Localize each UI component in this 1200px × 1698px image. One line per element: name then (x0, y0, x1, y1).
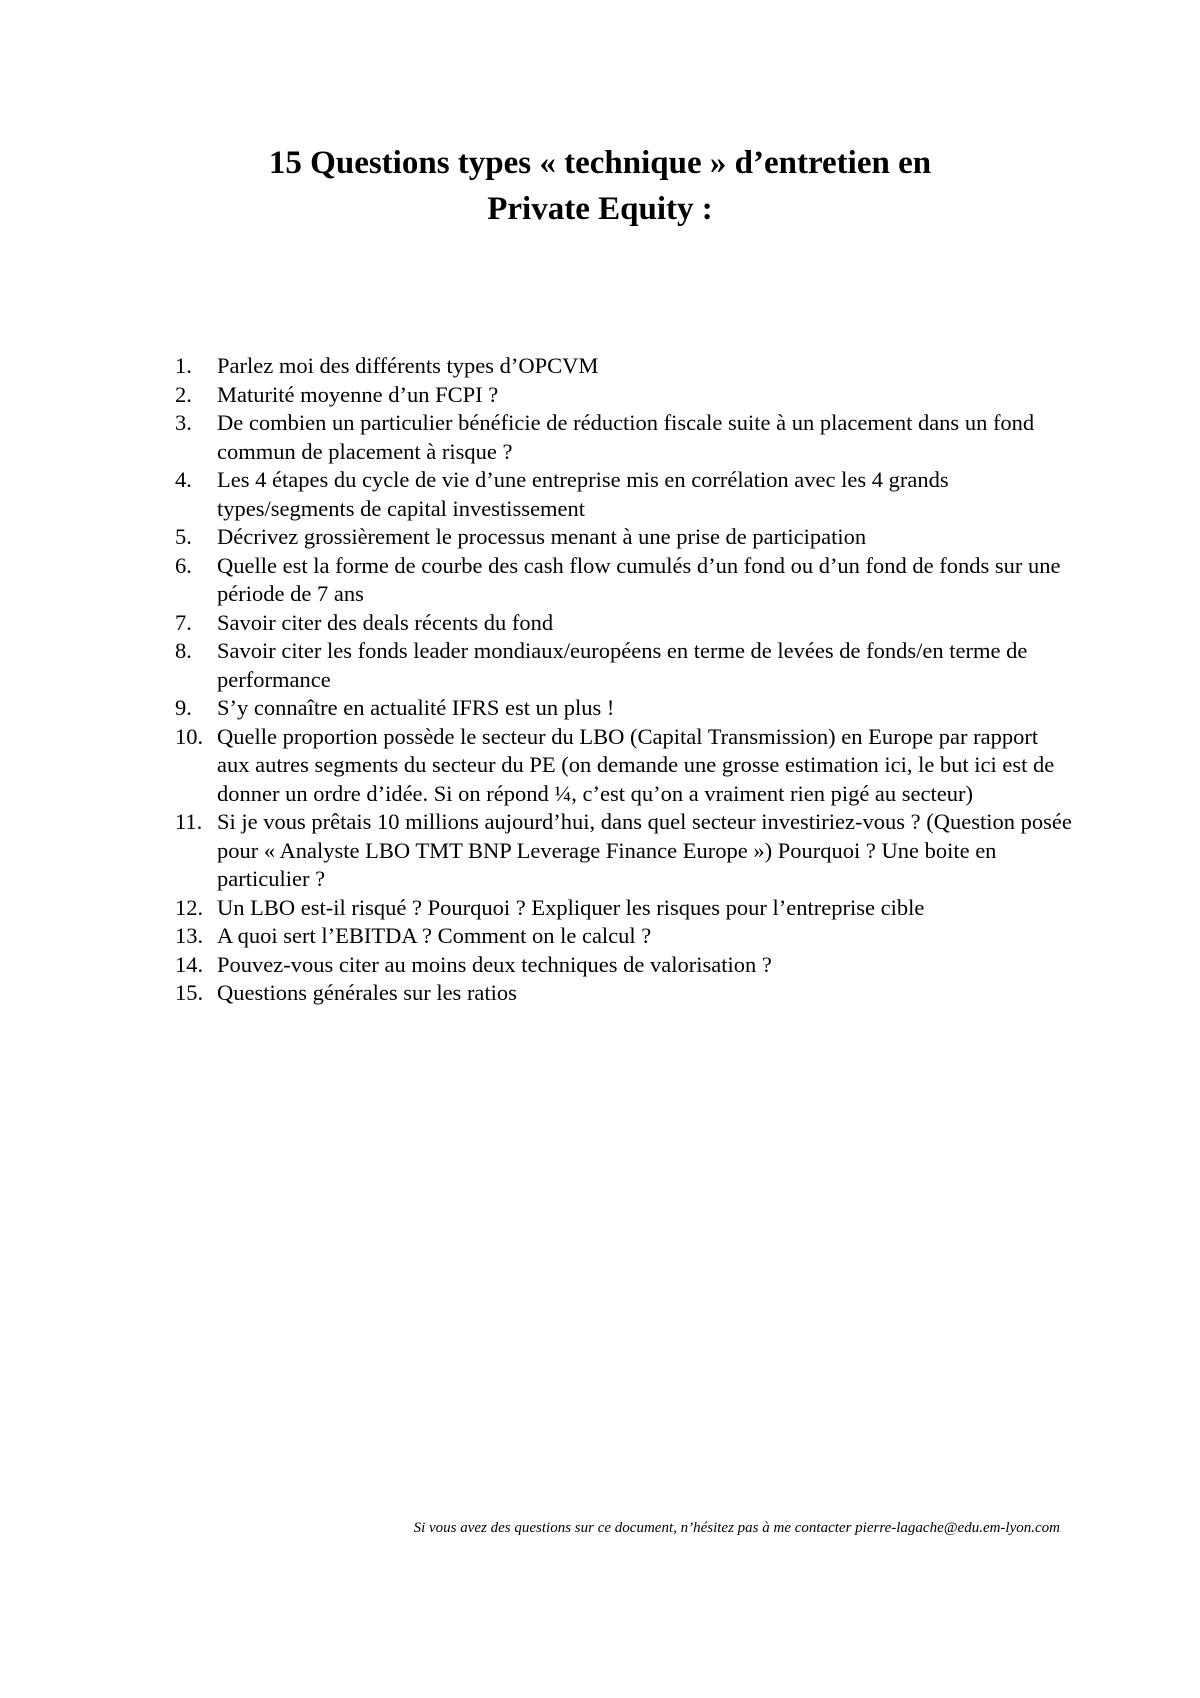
question-item (175, 637, 1075, 694)
question-item (175, 381, 1075, 410)
question-item (175, 523, 1075, 552)
question-number: 9. (175, 695, 192, 720)
question-item (175, 466, 1075, 523)
question-text: Parlez moi des différents types d’OPCVM (217, 353, 599, 378)
question-number: 10. (175, 723, 204, 749)
title-line-2: Private Equity : (487, 191, 713, 227)
question-number: 15. (175, 980, 204, 1005)
question-number: 12. (175, 894, 204, 920)
question-number: 14. (175, 951, 204, 977)
question-text: Maturité moyenne d’un FCPI ? (217, 381, 499, 407)
question-text: Si je vous prêtais 10 millions aujourd’hui, dans quel secteur investiriez-vous ? (Question posée pour « Analyste LBO TMT BNP Leverage Finance Europe ») Pourquoi ? Une boite en particulier ? (217, 809, 1072, 891)
question-item (175, 951, 1075, 980)
question-text: Savoir citer les fonds leader mondiaux/européens en terme de levées de fonds/en terme de performance (217, 638, 1028, 692)
question-item (175, 409, 1075, 466)
question-number: 5. (175, 524, 192, 549)
question-item (175, 894, 1075, 923)
question-text: Savoir citer des deals récents du fond (217, 609, 554, 635)
question-item (175, 922, 1075, 951)
question-number: 2. (175, 381, 192, 407)
question-text: A quoi sert l’EBITDA ? Comment on le calcul ? (217, 923, 652, 948)
question-text: Quelle proportion possède le secteur du LBO (Capital Transmission) en Europe par rapport aux autres segments du secteur du PE (on demande une grosse estimation ici, le but ici est de donner un ordre d’idée. Si on répond ¼, c’est qu’on a vraiment rien pigé au secteur) (217, 723, 1055, 806)
question-item (175, 979, 1075, 1008)
question-text: Un LBO est-il risqué ? Pourquoi ? Expliquer les risques pour l’entreprise cible (217, 894, 925, 920)
question-number: 13. (175, 923, 204, 948)
title-line-1: 15 Questions types « technique » d’entretien en (268, 145, 932, 181)
question-item (175, 723, 1075, 809)
question-number: 8. (175, 638, 192, 663)
question-item (175, 352, 1075, 381)
question-text: De combien un particulier bénéficie de réduction fiscale suite à un placement dans un fond commun de placement à risque ? (217, 410, 1035, 464)
questions-list (175, 352, 1075, 1008)
question-item (175, 694, 1075, 723)
question-number: 7. (175, 609, 192, 635)
question-item (175, 808, 1075, 894)
question-text: Questions générales sur les ratios (217, 980, 517, 1005)
footer-contact-note: Si vous avez des questions sur ce document, n’hésitez pas à me contacter pierre-lagache@edu.em-lyon.com (413, 1520, 1060, 1536)
question-text: Les 4 étapes du cycle de vie d’une entreprise mis en corrélation avec les 4 grands types/segments de capital investissement (217, 467, 949, 521)
question-number: 11. (175, 809, 203, 834)
question-number: 4. (175, 467, 192, 492)
page-title (150, 140, 1050, 232)
question-text: Quelle est la forme de courbe des cash flow cumulés d’un fond ou d’un fond de fonds sur une période de 7 ans (217, 552, 1061, 606)
question-number: 1. (175, 353, 192, 378)
question-number: 3. (175, 410, 192, 435)
question-text: Décrivez grossièrement le processus menant à une prise de participation (217, 524, 867, 549)
question-number: 6. (175, 552, 192, 578)
question-text: Pouvez-vous citer au moins deux techniques de valorisation ? (217, 951, 772, 977)
question-item (175, 609, 1075, 638)
question-item (175, 552, 1075, 609)
question-text: S’y connaître en actualité IFRS est un plus ! (217, 695, 615, 720)
